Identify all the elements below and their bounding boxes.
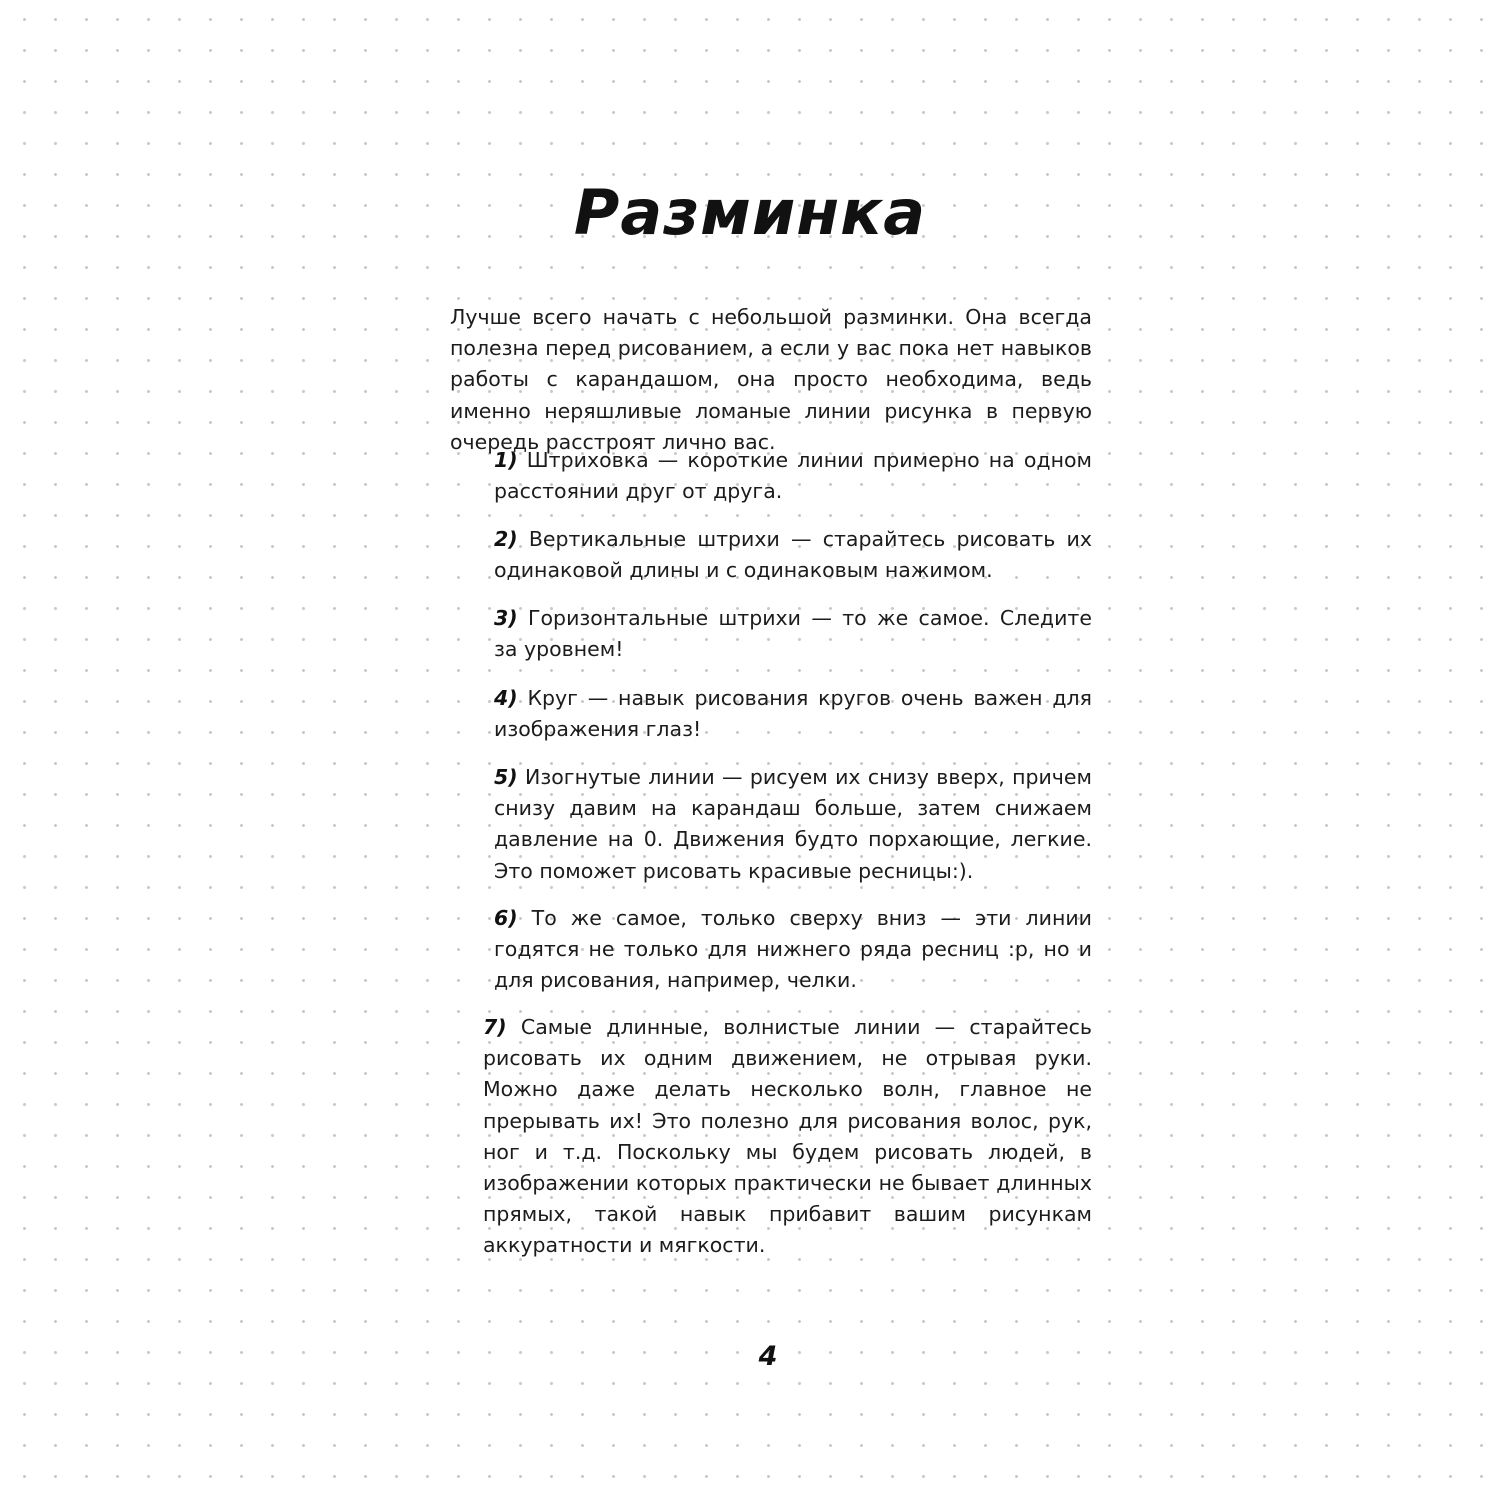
exercise-text: Самые длинные, волнистые линии — старайтесь рисовать их одним движением, не отрывая руки. Можно даже делать несколько волн, главное не прерывать их! Это полезно для рисования волос, рук, ног и т.д. Поскольку мы будем рисовать людей, в изображении которых практически не бывает длинных прямых, такой навык прибавит вашим рисункам аккуратности и мягкости. — [483, 1015, 1092, 1258]
exercise-text: Штриховка — короткие линии примерно на одном расстоянии друг от друга. — [494, 448, 1092, 504]
exercise-item — [494, 445, 1092, 507]
exercise-number: 4) — [494, 686, 518, 710]
exercise-item — [494, 524, 1092, 586]
exercise-item — [494, 903, 1092, 997]
exercise-text: Вертикальные штрихи — старайтесь рисовать их одинаковой длины и с одинаковым нажимом. — [494, 527, 1092, 583]
page-number: 4 — [758, 1341, 778, 1372]
exercise-number: 3) — [494, 606, 518, 630]
exercise-text: Круг — навык рисования кругов очень важен для изображения глаз! — [494, 686, 1092, 742]
exercise-text: То же самое, только сверху вниз — эти линии годятся не только для нижнего ряда ресниц :р, но и для рисования, например, челки. — [494, 906, 1092, 993]
exercise-number: 2) — [494, 527, 518, 551]
page-title: Разминка — [573, 176, 927, 249]
exercise-number: 6) — [494, 906, 518, 930]
exercise-number: 5) — [494, 765, 518, 789]
exercise-item — [483, 1012, 1092, 1262]
intro-paragraph: Лучше всего начать с небольшой разминки. Она всегда полезна перед рисованием, а если у вас пока нет навыков работы с карандашом, она просто необходима, ведь именно неряшливые ломаные линии рисунка в первую очередь расстроят лично вас. — [450, 305, 1092, 454]
exercise-text: Изогнутые линии — рисуем их снизу вверх, причем снизу давим на карандаш больше, затем снижаем давление на 0. Движения будто порхающие, легкие. Это поможет рисовать красивые ресницы:). — [494, 765, 1092, 883]
exercise-number: 1) — [494, 448, 518, 472]
exercise-text: Горизонтальные штрихи — то же самое. Следите за уровнем! — [494, 606, 1092, 662]
exercise-number: 7) — [483, 1015, 507, 1039]
exercise-item — [494, 683, 1092, 745]
exercise-item — [494, 603, 1092, 665]
exercise-item — [494, 762, 1092, 887]
